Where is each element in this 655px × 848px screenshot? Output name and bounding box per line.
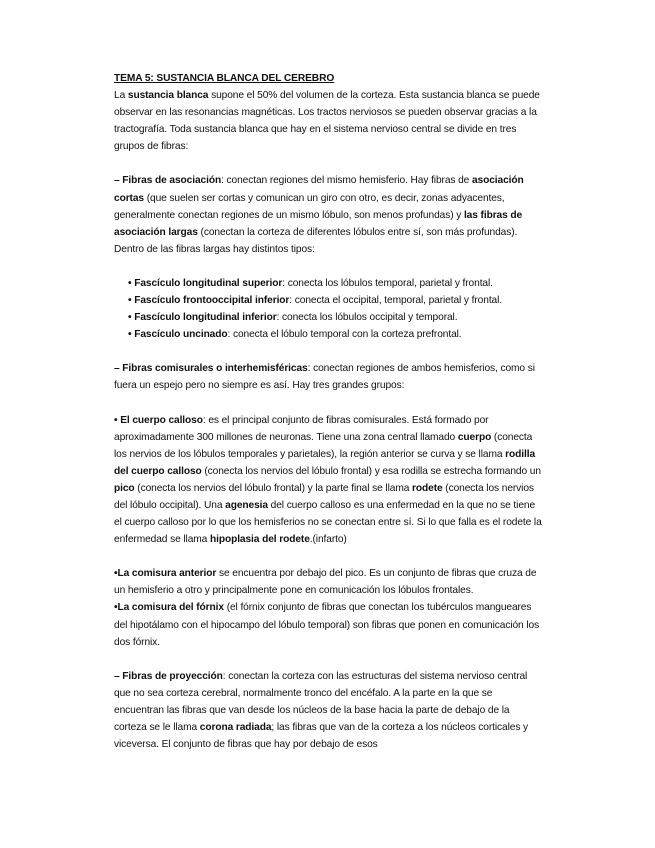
- text-run: .(infarto): [309, 534, 347, 546]
- text-run: : conectan regiones del mismo hemisferio. Hay fibras de: [221, 175, 472, 187]
- text-run: (el fórnix conjunto de fibras que conectan los tubérculos mangueares del hipotálamo con el hipocampo del lóbulo temporal) son fibras que ponen en comunicación los dos fórnix.: [114, 602, 540, 648]
- spacer: [114, 548, 544, 565]
- bold-text-run: •La comisura anterior: [114, 568, 217, 580]
- spacer: [114, 155, 544, 172]
- bold-text-run: cuerpo: [457, 431, 492, 443]
- comisurales-paragraph: [114, 360, 544, 394]
- bold-text-run: • Fascículo longitudinal superior: [128, 277, 283, 289]
- text-run: (que suelen ser cortas y comunican un giro con otro, es decir, zonas adyacentes, generalmente conectan regiones de un mismo lóbulo, son menos profundas) y: [114, 192, 505, 221]
- comisura-fornix-paragraph: [114, 599, 544, 650]
- fasciculos-list: [114, 275, 544, 343]
- text-run: ; las fibras que van de la corteza a los núcleos corticales y viceversa. El conjunto de fibras que hay por debajo de esos: [114, 722, 529, 751]
- bold-text-run: asociación cortas: [114, 175, 524, 204]
- bold-text-run: – Fibras comisurales o interhemisféricas: [114, 363, 308, 375]
- bold-text-run: • El cuerpo calloso: [114, 414, 203, 426]
- bold-text-run: – Fibras de asociación: [114, 175, 222, 187]
- text-run: supone el 50% del volumen de la corteza. Esta sustancia blanca se puede observar en las resonancias magnéticas. Los tractos nerviosos se pueden observar gracias a la tractografía. Toda sustancia blanca que hay en el sistema nervioso central se divide en tres grupos de fibras:: [114, 90, 540, 153]
- text-run: (conecta los nervios de los lóbulos temporales y parietales), la región anterior se curva y se llama: [114, 431, 533, 460]
- fasciculo-item: [128, 326, 544, 343]
- text-run: (conecta los nervios del lóbulo frontal) y esa rodilla se estrecha formando un: [201, 465, 541, 477]
- text-run: : conectan regiones de ambos hemisferios, como si fuera un espejo pero no siempre es así. Hay tres grandes grupos:: [114, 363, 535, 392]
- text-run: : conecta el occipital, temporal, parietal y frontal.: [289, 295, 503, 307]
- text-run: (conectan la corteza de diferentes lóbulos entre sí, son más profundas). Dentro de las fibras largas hay distintos tipos:: [114, 226, 518, 255]
- document-title: TEMA 5: SUSTANCIA BLANCA DEL CEREBRO: [114, 73, 335, 84]
- bold-text-run: pico: [114, 482, 135, 494]
- comisura-anterior-paragraph: [114, 565, 544, 599]
- bold-text-run: hipoplasia del rodete: [209, 534, 310, 546]
- proyeccion-paragraph: [114, 668, 544, 753]
- text-run: : conecta el lóbulo temporal con la corteza prefrontal.: [227, 329, 462, 341]
- text-run: : conecta los lóbulos occipital y temporal.: [276, 312, 458, 324]
- spacer: [114, 651, 544, 668]
- text-run: La: [114, 90, 128, 102]
- bold-text-run: – Fibras de proyección: [114, 670, 223, 682]
- intro-paragraph: [114, 87, 544, 155]
- bold-text-run: • Fascículo frontooccipital inferior: [128, 295, 290, 307]
- text-run: (conecta los nervios del lóbulo occipital). Una: [114, 482, 534, 511]
- bold-text-run: •La comisura del fórnix: [114, 602, 224, 614]
- document-page: [114, 70, 544, 753]
- text-run: : conectan la corteza con las estructuras del sistema nervioso central que no sea corteza cerebral, normalmente tronco del encéfalo. A la parte en la que se encuentran las fibras que van desde los núcleos de la base hacia la parte de debajo de la corteza se le llama: [114, 670, 528, 733]
- fasciculo-item: [128, 309, 544, 326]
- bold-text-run: corona radiada: [199, 722, 272, 733]
- fasciculo-item: [128, 275, 544, 292]
- bold-text-run: • Fascículo uncinado: [128, 329, 228, 341]
- text-run: : conecta los lóbulos temporal, parietal y frontal.: [282, 277, 493, 289]
- spacer: [114, 343, 544, 360]
- text-run: se encuentra por debajo del pico. Es un conjunto de fibras que cruza de un hemisferio a otro y principalmente pone en comunicación los lóbulos frontales.: [114, 568, 537, 597]
- text-run: (conecta los nervios del lóbulo frontal) y la parte final se llama: [134, 482, 413, 494]
- bold-text-run: • Fascículo longitudinal inferior: [128, 312, 277, 324]
- asociacion-paragraph: [114, 172, 544, 257]
- bold-text-run: agenesia: [225, 499, 268, 511]
- bold-text-run: rodete: [412, 482, 443, 494]
- cuerpo-calloso-paragraph: [114, 412, 544, 549]
- bold-text-run: las fibras de asociación largas: [114, 209, 523, 238]
- spacer: [114, 258, 544, 275]
- bold-text-run: rodilla del cuerpo calloso: [114, 448, 536, 477]
- text-run: : es el principal conjunto de fibras comisurales. Está formado por aproximadamente 300 millones de neuronas. Tiene una zona central llamado: [114, 414, 489, 443]
- text-run: del cuerpo calloso es una enfermedad en la que no se tiene el cuerpo calloso por lo que los hemisferios no se conectan entre sí. Si lo que falla es el rodete la enfermedad se llama: [114, 499, 542, 546]
- spacer: [114, 395, 544, 412]
- fasciculo-item: [128, 292, 544, 309]
- bold-text-run: sustancia blanca: [127, 90, 209, 102]
